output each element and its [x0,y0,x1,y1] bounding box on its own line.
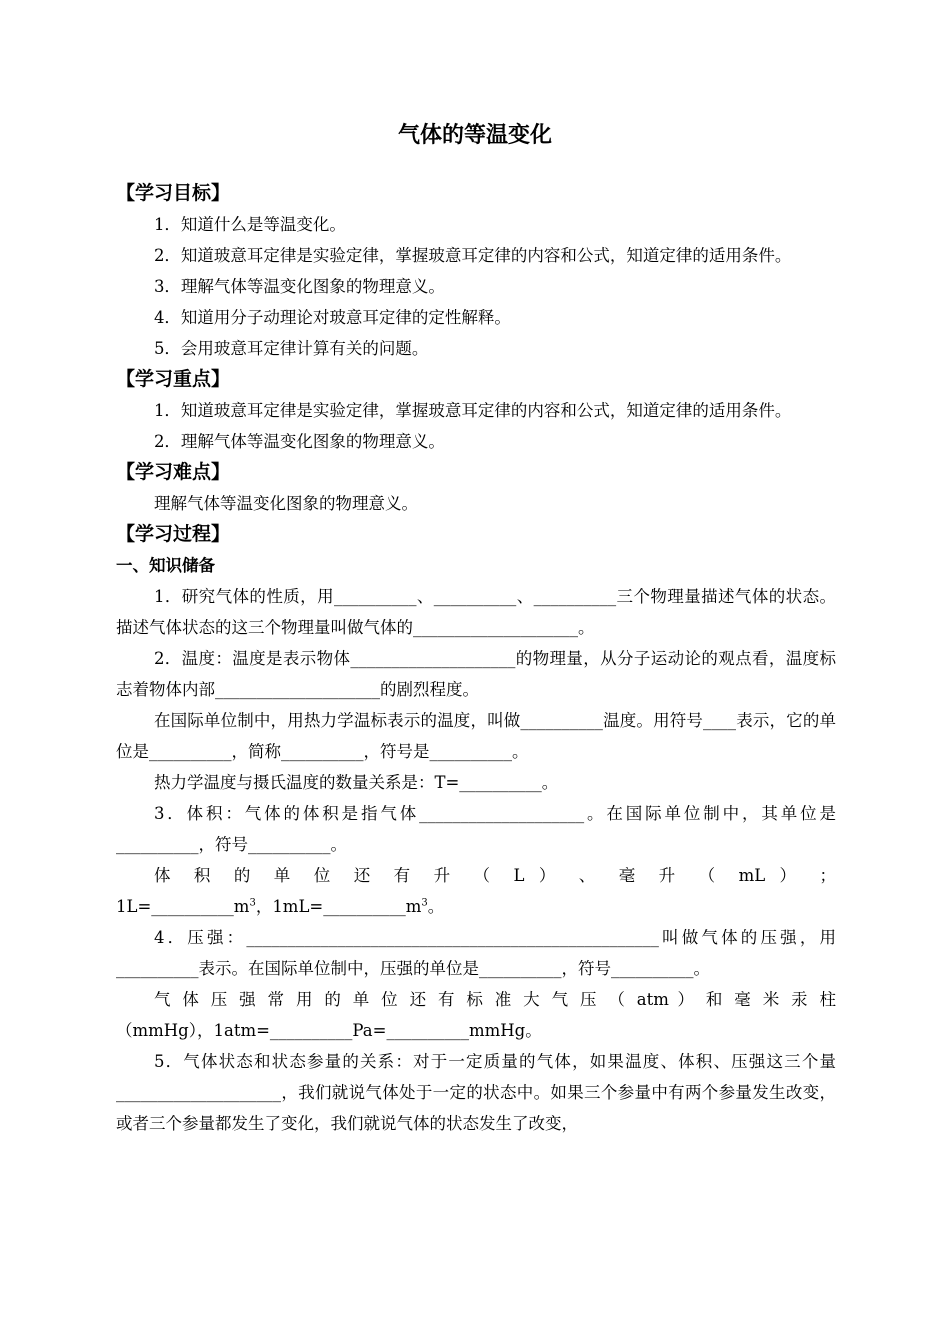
objective-item: 4．知道用分子动理论对玻意耳定律的定性解释。 [153,308,511,327]
paragraph-temperature-relation: 热力学温度与摄氏温度的数量关系是：T=__________。 [153,773,559,792]
document-body [116,178,836,1139]
paragraph-volume-conversion [116,891,836,922]
paragraph-pressure-units: 气 体 压 强 常 用 的 单 位 还 有 标 准 大 气 压 （ atm ） 和 毫 米 汞 柱 [153,990,836,1009]
paragraph-state-parameters: 1．研究气体的性质，用__________、__________、__________三个物理量描述气体的状态。描述气体状态的这三个物理量叫做气体的____________________。 [116,587,836,637]
paragraph-volume-units: 体 积 的 单 位 还 有 升 （ L ） 、 毫 升 （ mL ） ； [153,866,836,885]
paragraph-thermodynamic-temperature: 在国际单位制中，用热力学温标表示的温度，叫做__________温度。用符号____表示，它的单位是__________，简称__________，符号是__________。 [116,711,836,761]
objective-item: 3．理解气体等温变化图象的物理意义。 [153,277,445,296]
page-title: 气体的等温变化 [397,123,552,148]
paragraph-volume: 3．体积：气体的体积是指气体____________________。在国际单位制中，其单位是__________，符号__________。 [116,804,836,854]
paragraph-pressure: 4．压强：__________________________________________________叫做气体的压强，用__________表示。在国际单位制中，压强的单位是__________，符号__________。 [116,928,836,978]
section-heading-key-points: 【学习重点】 [116,368,231,390]
subsection-heading-knowledge: 一、知识储备 [116,556,215,575]
section-heading-objectives: 【学习目标】 [116,182,231,204]
key-point-item: 2．理解气体等温变化图象的物理意义。 [153,432,445,451]
paragraph-temperature: 2．温度：温度是表示物体____________________的物理量，从分子运动论的观点看，温度标志着物体内部____________________的剧烈程度。 [116,649,836,699]
objective-item: 1．知道什么是等温变化。 [153,215,346,234]
section-heading-difficulties: 【学习难点】 [116,461,231,483]
conversion-milliliter: ，1mL=__________m [255,897,422,916]
conversion-end: 。 [427,897,445,916]
paragraph-pressure-conversion: （mmHg），1atm=__________Pa=__________mmHg。 [116,1021,542,1040]
section-heading-process: 【学习过程】 [116,523,231,545]
superscript-three: 3 [421,897,428,909]
difficulty-item: 理解气体等温变化图象的物理意义。 [153,494,418,513]
superscript-three: 3 [249,897,256,909]
paragraph-state-relation: 5．气体状态和状态参量的关系：对于一定质量的气体，如果温度、体积、压强这三个量____________________，我们就说气体处于一定的状态中。如果三个参量中有两个参量发生改变，或者三个参量都发生了变化，我们就说气体的状态发生了改变， [116,1052,836,1133]
conversion-liter: 1L=__________m [116,897,250,916]
objective-item: 5．会用玻意耳定律计算有关的问题。 [153,339,429,358]
objective-item: 2．知道玻意耳定律是实验定律，掌握玻意耳定律的内容和公式，知道定律的适用条件。 [153,246,792,265]
key-point-item: 1．知道玻意耳定律是实验定律，掌握玻意耳定律的内容和公式，知道定律的适用条件。 [153,401,792,420]
